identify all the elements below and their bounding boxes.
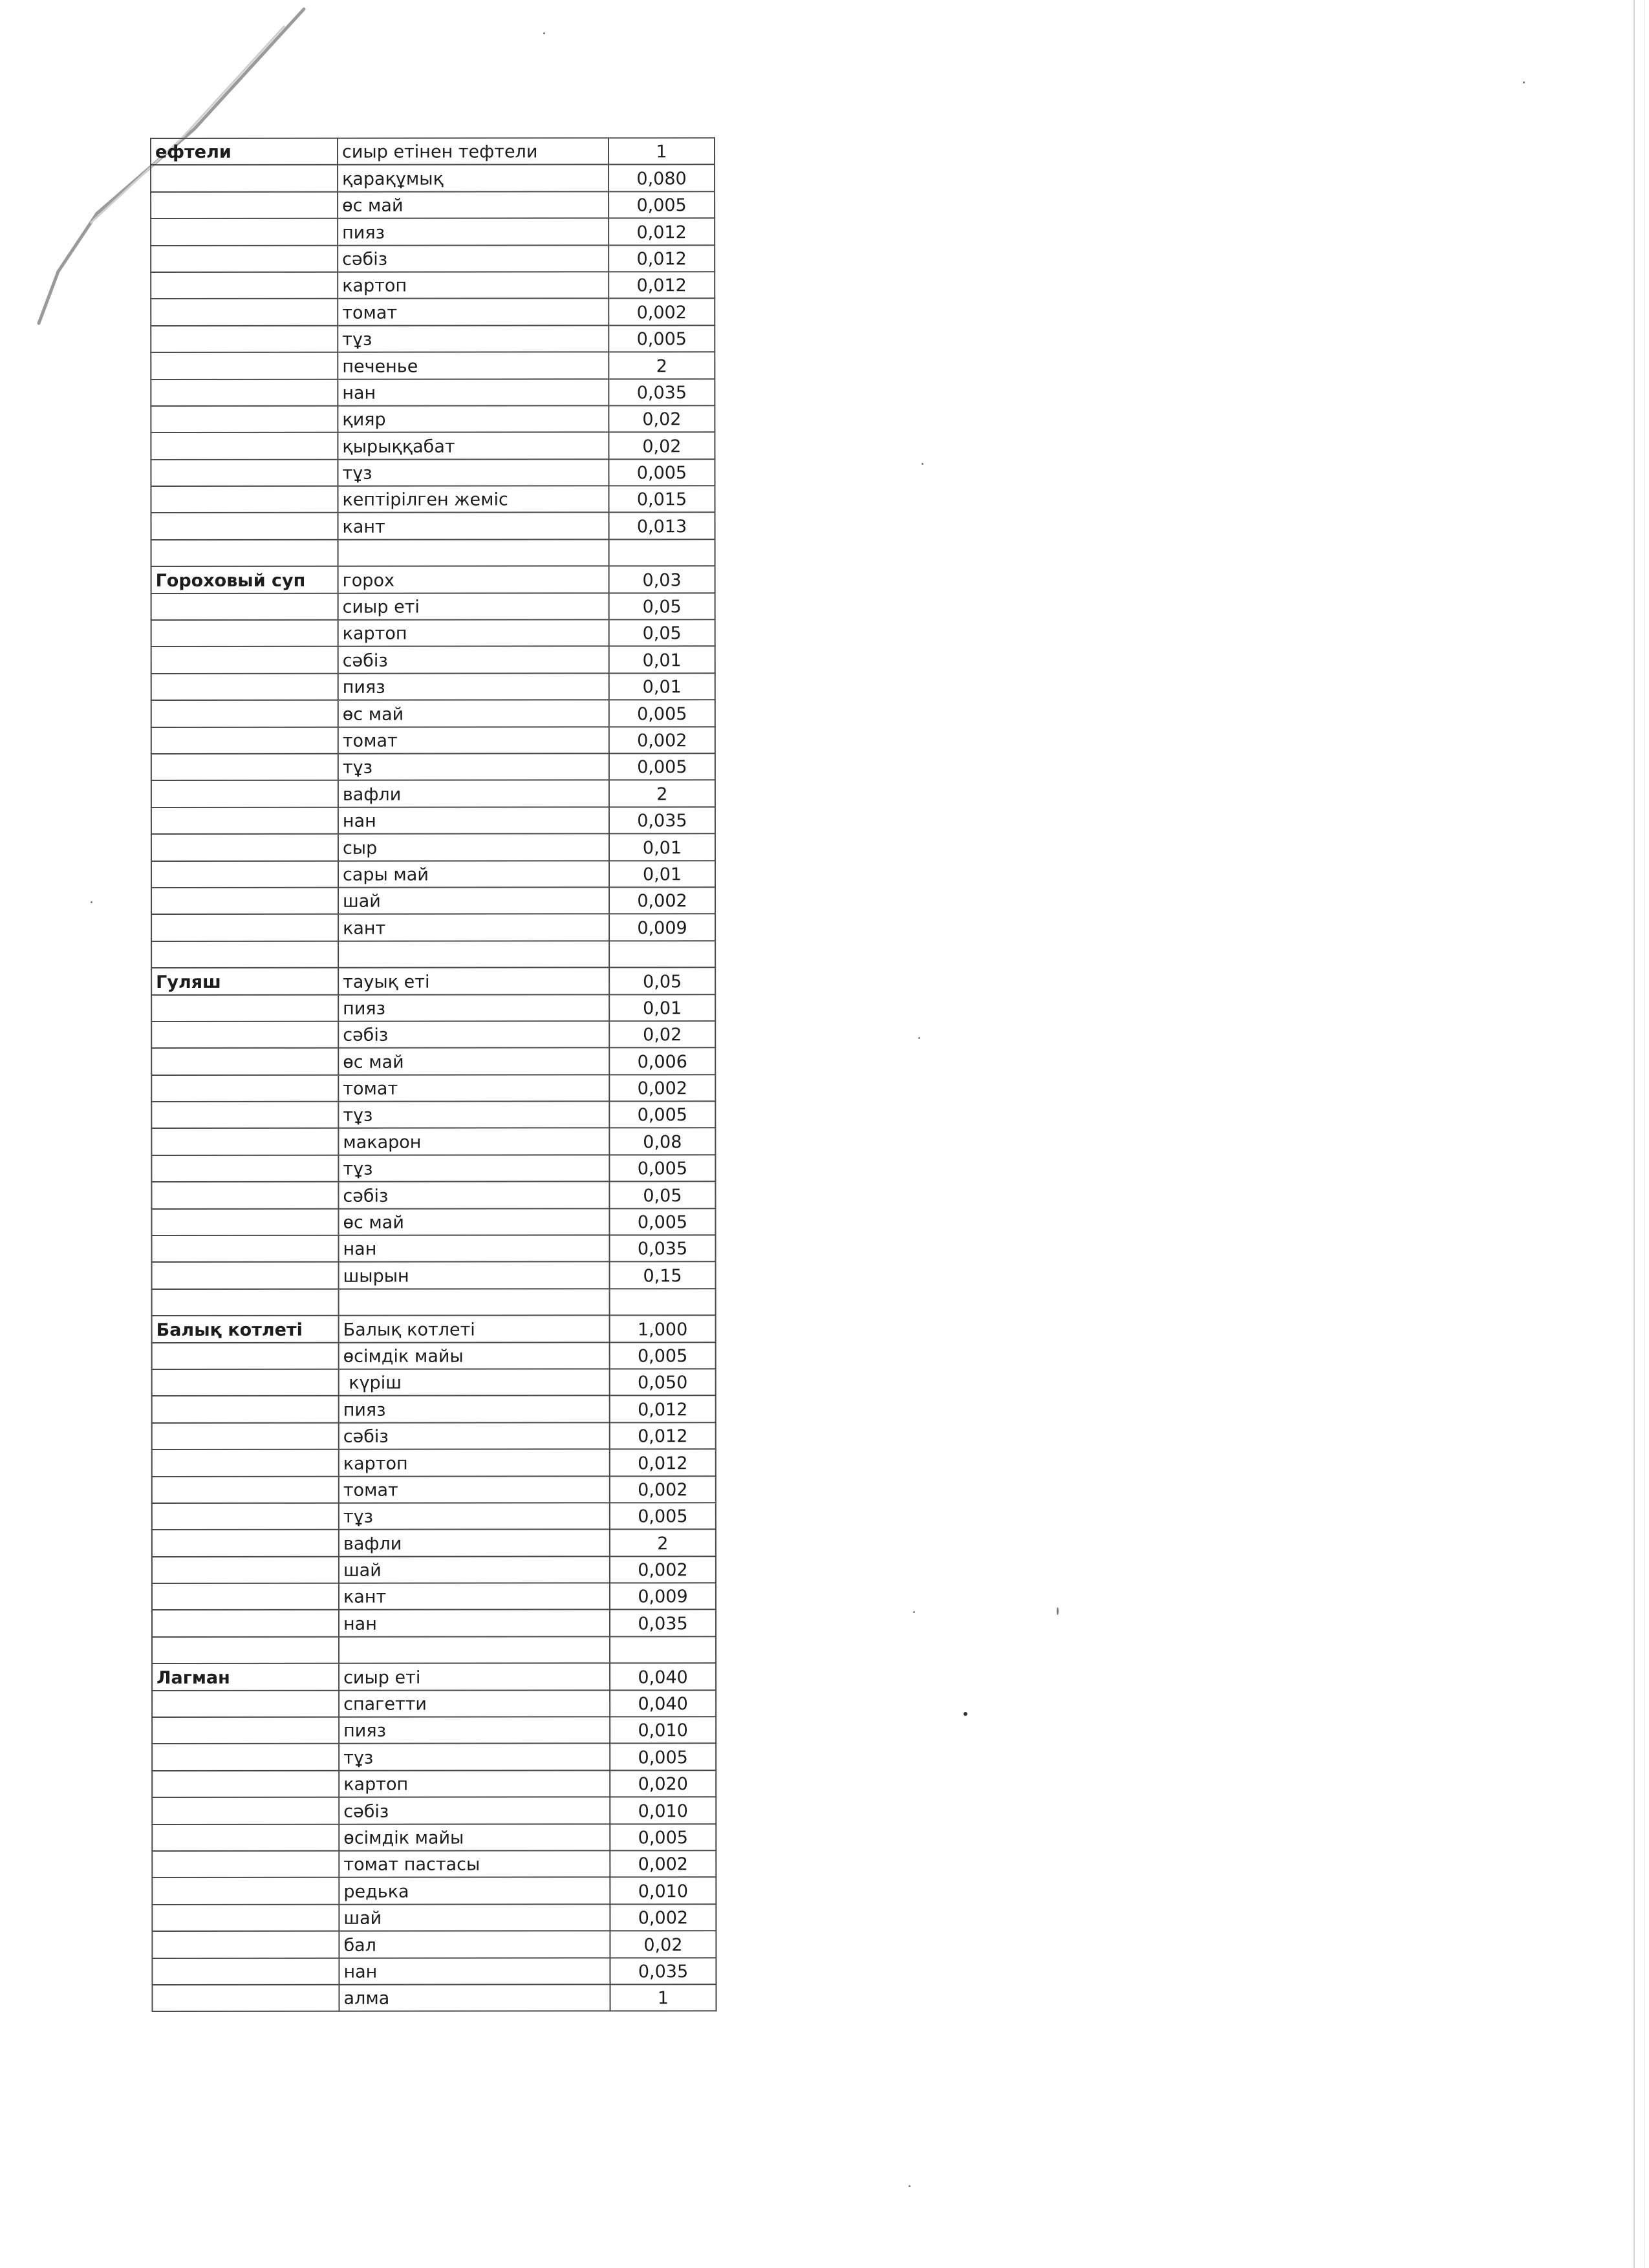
dish-empty-cell [151, 808, 338, 835]
table-row [151, 1075, 715, 1102]
quantity-cell: 0,012 [609, 218, 715, 245]
dish-empty-cell [151, 1182, 338, 1209]
table-row [151, 1048, 715, 1075]
ingredient-cell: кант [338, 914, 609, 941]
quantity-cell: 2 [609, 352, 715, 379]
dish-empty-cell [152, 1396, 339, 1423]
empty-cell [610, 1289, 716, 1316]
quantity-cell: 0,005 [610, 1824, 716, 1851]
table-row [151, 833, 715, 861]
ingredient-cell: күріш [339, 1369, 610, 1396]
dish-name-cell: Гороховый суп [151, 566, 338, 594]
ingredient-cell: шай [339, 1904, 610, 1931]
table-row [152, 1690, 716, 1717]
ingredient-cell: сәбіз [338, 245, 609, 272]
empty-cell [610, 1636, 716, 1664]
dish-empty-cell [151, 513, 338, 540]
ingredient-cell: картоп [339, 1770, 610, 1797]
ingredient-cell: нан [338, 1235, 609, 1262]
table-row [152, 1342, 716, 1369]
quantity-cell: 0,012 [610, 1422, 716, 1450]
table-row [151, 861, 715, 888]
dish-empty-cell [151, 219, 338, 246]
table-row [152, 1717, 716, 1744]
ingredient-cell: шай [338, 887, 609, 914]
ingredient-cell: бал [339, 1931, 610, 1958]
quantity-cell: 0,035 [609, 807, 715, 834]
table-row [151, 513, 715, 540]
table-row [151, 1101, 715, 1128]
dish-empty-cell [152, 1690, 339, 1717]
ingredient-cell: сәбіз [339, 1422, 610, 1450]
ingredient-cell: өсімдік майы [339, 1342, 610, 1369]
table-row [151, 619, 715, 647]
scan-speck [1523, 81, 1525, 83]
dish-empty-cell [151, 1128, 338, 1155]
quantity-cell: 2 [609, 780, 715, 808]
ingredient-cell: кант [338, 513, 609, 540]
empty-cell [609, 539, 715, 566]
scan-speck [913, 1611, 915, 1613]
table-row [151, 647, 715, 674]
quantity-cell: 0,005 [609, 191, 715, 219]
quantity-cell: 0,002 [610, 1904, 716, 1931]
ingredient-cell: тұз [339, 1744, 610, 1771]
ingredient-cell: горох [338, 566, 609, 594]
quantity-cell: 0,01 [609, 833, 715, 861]
dish-empty-cell [151, 754, 338, 781]
ingredient-cell: өс май [338, 1208, 609, 1236]
ingredient-cell: томат пастасы [339, 1850, 610, 1878]
quantity-cell: 1 [610, 1984, 716, 2011]
dish-empty-cell [151, 1155, 338, 1182]
ingredient-cell: томат [338, 727, 609, 754]
dish-empty-cell [152, 1824, 339, 1851]
ingredient-cell: тұз [339, 1503, 610, 1530]
ingredient-cell: сәбіз [338, 647, 609, 674]
empty-cell [339, 1636, 610, 1664]
quantity-cell: 0,005 [609, 1155, 715, 1182]
table-row [151, 1021, 715, 1048]
quantity-cell: 0,035 [609, 1235, 715, 1262]
quantity-cell: 0,002 [609, 887, 715, 914]
dish-empty-cell [151, 245, 338, 272]
quantity-cell: 0,010 [610, 1797, 716, 1824]
dish-empty-cell [152, 1610, 339, 1637]
ingredient-cell: қияр [338, 405, 609, 433]
table-row [151, 1208, 715, 1236]
table-row [151, 914, 715, 941]
scan-speck [909, 2185, 911, 2187]
quantity-cell: 0,002 [609, 1075, 715, 1102]
table-row [152, 1770, 716, 1797]
ingredient-cell: пияз [339, 1396, 610, 1423]
dish-empty-cell [152, 1958, 339, 1985]
dish-empty-cell [152, 1851, 339, 1878]
ingredient-cell: вафли [338, 780, 609, 808]
quantity-cell: 0,012 [609, 245, 715, 272]
dish-empty-cell [151, 994, 338, 1022]
dish-empty-cell [151, 674, 338, 701]
ingredient-cell: сәбіз [339, 1797, 610, 1824]
dish-empty-cell [151, 727, 338, 754]
table-row [152, 1396, 716, 1423]
ingredient-cell: тұз [338, 325, 609, 352]
ingredient-cell: өс май [338, 700, 609, 727]
dish-empty-cell [152, 1878, 339, 1905]
table-row [151, 325, 715, 352]
table-row [152, 1449, 716, 1476]
ingredient-cell: тауық еті [338, 967, 609, 994]
table-row [152, 1503, 716, 1530]
dish-empty-cell [151, 352, 338, 380]
ingredient-cell: нан [338, 807, 609, 834]
dish-empty-cell [152, 1717, 339, 1744]
table-row [151, 405, 715, 433]
table-row [152, 1610, 716, 1637]
dish-empty-cell [151, 593, 338, 620]
dish-empty-cell [151, 1075, 338, 1102]
dish-empty-cell [151, 379, 338, 406]
quantity-cell: 0,05 [609, 1181, 715, 1208]
ingredient-cell: кептірілген жеміс [338, 486, 609, 513]
quantity-cell: 0,015 [609, 486, 715, 513]
quantity-cell: 0,05 [609, 619, 715, 647]
quantity-cell: 1,000 [610, 1315, 716, 1342]
dish-empty-cell [151, 700, 338, 727]
quantity-cell: 0,035 [610, 1958, 716, 1985]
dish-empty-cell [151, 914, 338, 941]
empty-cell [338, 539, 609, 566]
menu-ingredients-table [150, 137, 717, 2012]
section-spacer-row [152, 1636, 716, 1664]
dish-empty-cell [152, 1771, 339, 1798]
quantity-cell: 0,05 [609, 967, 715, 994]
table-row [151, 807, 715, 834]
table-row [151, 352, 715, 379]
dish-empty-cell [152, 1931, 339, 1958]
quantity-cell: 0,05 [609, 593, 715, 620]
table-row [152, 1931, 716, 1958]
table-row [151, 727, 715, 754]
table-row [152, 1262, 716, 1289]
table-row [151, 753, 715, 780]
quantity-cell: 0,02 [609, 433, 715, 460]
quantity-cell: 0,02 [609, 405, 715, 433]
quantity-cell: 0,009 [610, 1583, 716, 1610]
dish-name-cell: Гуляш [151, 968, 338, 995]
scan-speck [91, 901, 92, 903]
quantity-cell: 0,009 [609, 914, 715, 941]
dish-empty-cell [151, 433, 338, 460]
ingredient-cell: спагетти [339, 1690, 610, 1717]
quantity-cell: 0,01 [609, 994, 715, 1022]
ingredient-cell: редька [339, 1878, 610, 1905]
ingredient-cell: өс май [338, 1048, 609, 1075]
dish-empty-cell [152, 1503, 339, 1530]
table-row [152, 1797, 716, 1824]
table-row [151, 780, 715, 808]
table-row [152, 1878, 716, 1905]
dish-empty-cell [151, 406, 338, 433]
table-row [151, 165, 715, 192]
table-row [151, 673, 715, 700]
ingredient-cell: вафли [339, 1530, 610, 1557]
dish-empty-cell [151, 647, 338, 674]
ingredient-cell: өсімдік майы [339, 1824, 610, 1851]
dish-name-cell: Лагман [152, 1664, 339, 1691]
table-row [151, 1181, 715, 1208]
empty-cell [339, 1289, 610, 1316]
dish-empty-cell [152, 1476, 339, 1503]
quantity-cell: 0,010 [610, 1878, 716, 1905]
quantity-cell: 0,010 [610, 1717, 716, 1744]
ingredient-cell: кант [339, 1583, 610, 1610]
ingredient-cell: нан [338, 379, 609, 406]
dish-empty-cell [151, 486, 338, 513]
quantity-cell: 0,035 [609, 379, 715, 406]
ingredient-cell: тұз [338, 753, 609, 780]
dish-empty-cell [152, 1797, 339, 1824]
ingredient-cell: шай [339, 1556, 610, 1583]
table-row [151, 245, 715, 272]
table-row [151, 1235, 715, 1262]
dish-empty-cell [151, 780, 338, 808]
dish-empty-cell [151, 620, 338, 647]
ingredient-cell: Балық котлеті [339, 1316, 610, 1343]
ingredient-cell: пияз [338, 219, 609, 246]
quantity-cell: 0,002 [610, 1476, 716, 1503]
table-row [151, 299, 715, 326]
quantity-cell: 0,006 [609, 1048, 715, 1075]
ingredient-cell: сары май [338, 861, 609, 888]
ingredient-cell: тұз [338, 1155, 609, 1182]
scan-speck [1057, 1607, 1059, 1615]
empty-cell [152, 1289, 339, 1316]
ingredient-cell: картоп [338, 619, 609, 647]
menu-table-body [151, 138, 717, 2011]
quantity-cell: 0,005 [609, 1208, 715, 1236]
dish-empty-cell [152, 1450, 339, 1477]
ingredient-cell: томат [338, 1075, 609, 1102]
ingredient-cell: шырын [339, 1262, 610, 1289]
table-row [151, 486, 715, 513]
table-row [151, 967, 715, 994]
quantity-cell: 0,005 [610, 1342, 716, 1369]
quantity-cell: 0,002 [610, 1850, 716, 1878]
ingredient-cell: қарақұмық [338, 165, 609, 192]
ingredient-cell: алма [339, 1984, 610, 2011]
dish-empty-cell [151, 165, 338, 192]
quantity-cell: 0,013 [609, 513, 715, 540]
dish-empty-cell [151, 299, 338, 326]
quantity-cell: 0,01 [609, 647, 715, 674]
table-row [152, 1315, 716, 1342]
table-row [152, 1958, 716, 1985]
dish-empty-cell [151, 861, 338, 888]
table-row [152, 1422, 716, 1450]
section-spacer-row [152, 1289, 716, 1316]
table-row [152, 1369, 716, 1396]
table-row [151, 218, 715, 245]
ingredient-cell: қырыққабат [338, 433, 609, 460]
quantity-cell: 0,005 [610, 1744, 716, 1771]
quantity-cell: 0,002 [610, 1556, 716, 1583]
ingredient-cell: сиыр етінен тефтели [338, 138, 609, 165]
ingredient-cell: пияз [338, 994, 609, 1022]
empty-cell [151, 941, 338, 968]
dish-empty-cell [152, 1342, 339, 1369]
scan-speck [964, 1712, 967, 1716]
table-row [151, 138, 715, 165]
ingredient-cell: сыр [338, 834, 609, 861]
dish-empty-cell [152, 1905, 339, 1932]
dish-empty-cell [152, 1530, 339, 1557]
table-row [152, 1850, 716, 1878]
dish-empty-cell [152, 1422, 339, 1450]
scan-page-edge [1633, 0, 1635, 2268]
table-row [152, 1744, 716, 1771]
quantity-cell: 0,035 [610, 1610, 716, 1637]
ingredient-cell: тұз [338, 1101, 609, 1128]
dish-name-cell: ефтели [151, 138, 338, 166]
table-row [151, 700, 715, 727]
table-row [151, 1155, 715, 1182]
quantity-cell: 0,005 [609, 1101, 715, 1128]
table-row [152, 1583, 716, 1610]
dish-empty-cell [151, 1208, 338, 1236]
dish-empty-cell [152, 1262, 339, 1289]
quantity-cell: 0,005 [609, 753, 715, 780]
ingredient-cell: тұз [338, 459, 609, 486]
quantity-cell: 0,040 [610, 1690, 716, 1717]
quantity-cell: 0,02 [610, 1931, 716, 1958]
ingredient-cell: картоп [339, 1450, 610, 1477]
dish-empty-cell [151, 272, 338, 299]
table-row [152, 1664, 716, 1691]
scan-page-edge-secondary [1644, 0, 1645, 2268]
quantity-cell: 1 [609, 138, 715, 165]
table-row [152, 1984, 716, 2011]
table-row [151, 459, 715, 486]
ingredient-cell: нан [339, 1610, 610, 1637]
ingredient-cell: картоп [338, 272, 609, 299]
scan-speck [918, 1037, 920, 1039]
quantity-cell: 0,01 [609, 673, 715, 700]
empty-cell [338, 941, 609, 968]
table-row [151, 272, 715, 299]
quantity-cell: 0,040 [610, 1664, 716, 1691]
dish-empty-cell [151, 1048, 338, 1075]
table-row [151, 994, 715, 1022]
dish-empty-cell [151, 325, 338, 352]
quantity-cell: 0,002 [609, 727, 715, 754]
ingredient-cell: печенье [338, 352, 609, 380]
ingredient-cell: томат [339, 1476, 610, 1503]
table-row [152, 1476, 716, 1503]
quantity-cell: 0,01 [609, 861, 715, 888]
quantity-cell: 0,005 [609, 325, 715, 352]
dish-empty-cell [152, 1369, 339, 1396]
ingredient-cell: макарон [338, 1128, 609, 1155]
quantity-cell: 0,08 [609, 1128, 715, 1155]
section-spacer-row [151, 539, 715, 566]
ingredient-cell: өс май [338, 191, 609, 219]
quantity-cell: 0,012 [609, 272, 715, 299]
dish-empty-cell [152, 1583, 339, 1610]
quantity-cell: 0,012 [610, 1396, 716, 1423]
dish-empty-cell [151, 1102, 338, 1129]
quantity-cell: 0,005 [610, 1503, 716, 1530]
ingredient-cell: сиыр еті [339, 1664, 610, 1691]
dish-empty-cell [151, 888, 338, 915]
table-row [151, 1128, 715, 1155]
empty-cell [152, 1637, 339, 1664]
ingredient-cell: сиыр еті [338, 593, 609, 620]
dish-empty-cell [152, 1744, 339, 1771]
quantity-cell: 0,02 [609, 1021, 715, 1048]
table-row [152, 1556, 716, 1583]
ingredient-cell: сәбіз [338, 1021, 609, 1048]
dish-empty-cell [151, 192, 338, 219]
dish-empty-cell [152, 1556, 339, 1583]
quantity-cell: 0,15 [610, 1262, 716, 1289]
ingredient-cell: нан [339, 1958, 610, 1985]
ingredient-cell: томат [338, 299, 609, 326]
quantity-cell: 2 [610, 1530, 716, 1557]
quantity-cell: 0,020 [610, 1770, 716, 1797]
dish-empty-cell [152, 1985, 339, 2012]
ingredient-cell: пияз [338, 673, 609, 700]
quantity-cell: 0,050 [610, 1369, 716, 1396]
quantity-cell: 0,005 [609, 459, 715, 486]
table-row [151, 593, 715, 620]
table-row [151, 433, 715, 460]
empty-cell [609, 941, 715, 968]
section-spacer-row [151, 941, 715, 968]
quantity-cell: 0,012 [610, 1449, 716, 1476]
quantity-cell: 0,080 [609, 165, 715, 192]
scan-speck [921, 463, 923, 465]
table-row [151, 566, 715, 593]
ingredient-cell: сәбіз [338, 1182, 609, 1209]
table-row [152, 1904, 716, 1931]
ingredient-cell: пияз [339, 1717, 610, 1744]
quantity-cell: 0,03 [609, 566, 715, 593]
scan-speck [543, 32, 545, 34]
table-row [151, 379, 715, 406]
dish-empty-cell [151, 1022, 338, 1049]
table-row [152, 1530, 716, 1557]
table-row [151, 887, 715, 914]
dish-empty-cell [151, 834, 338, 861]
quantity-cell: 0,005 [609, 700, 715, 727]
empty-cell [151, 540, 338, 567]
table-row [151, 191, 715, 219]
dish-name-cell: Балық котлеті [152, 1316, 339, 1343]
quantity-cell: 0,002 [609, 299, 715, 326]
dish-empty-cell [151, 459, 338, 486]
table-row [152, 1824, 716, 1851]
dish-empty-cell [151, 1236, 338, 1263]
